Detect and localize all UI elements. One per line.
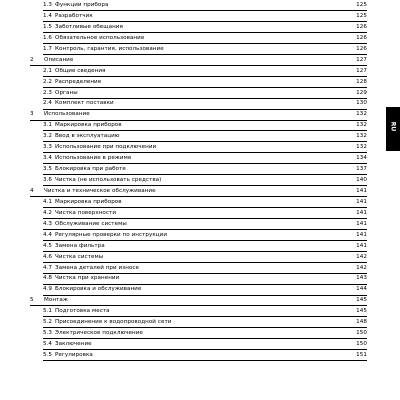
toc-entry-title: Маркировка приборов bbox=[55, 198, 122, 205]
toc-entry-title: Блокировка и обслуживание bbox=[55, 286, 142, 293]
toc-entry-number: 4.5 bbox=[43, 242, 53, 249]
toc-section-row bbox=[30, 0, 367, 11]
toc-entry-number: 2 bbox=[30, 56, 34, 63]
toc-entry-page: 150 bbox=[356, 330, 367, 337]
toc-entry-number: 4.3 bbox=[43, 220, 53, 227]
toc-entry-title: Заключение bbox=[55, 341, 92, 348]
toc-entry-number: 4.2 bbox=[43, 209, 53, 216]
toc-entry-title: Использование при подключении bbox=[55, 144, 157, 151]
toc-entry-page: 130 bbox=[356, 100, 367, 107]
toc-entry-title: Регулярные проверки по инструкции bbox=[55, 231, 168, 238]
toc-entry-page: 134 bbox=[356, 155, 367, 162]
toc-entry-number: 2.1 bbox=[43, 67, 53, 74]
toc-entry-title: Распределение bbox=[55, 78, 102, 85]
toc-section-row bbox=[30, 328, 367, 339]
toc-entry-number: 5.2 bbox=[43, 319, 53, 326]
toc-section-row bbox=[30, 350, 367, 361]
toc-entry-title: Подготовка места bbox=[55, 308, 110, 315]
toc-entry-title: Блокировка при работе bbox=[55, 166, 126, 173]
toc-entry-number: 4.6 bbox=[43, 253, 53, 260]
toc-entry-page: 141 bbox=[356, 187, 367, 194]
toc-section-row bbox=[30, 175, 367, 186]
toc-entry-page: 142 bbox=[356, 264, 367, 271]
toc-section-row bbox=[30, 241, 367, 252]
toc-entry-page: 125 bbox=[356, 2, 367, 8]
toc-entry-title: Использование bbox=[44, 111, 90, 118]
toc-entry-number: 5 bbox=[30, 297, 34, 304]
toc-entry-number: 5.4 bbox=[43, 341, 53, 348]
toc-entry-number: 3.4 bbox=[43, 155, 53, 162]
toc-entry-title: Замена фильтра bbox=[55, 242, 105, 249]
toc-entry-number: 1.7 bbox=[43, 45, 53, 52]
toc-entry-title: Общие сведения bbox=[55, 67, 106, 74]
toc-entry-number: 5.5 bbox=[43, 352, 53, 358]
toc-entry-number: 4.9 bbox=[43, 286, 53, 293]
toc-entry-number: 4.8 bbox=[43, 275, 53, 282]
toc-section-row bbox=[30, 142, 367, 153]
toc-section-row bbox=[30, 284, 367, 295]
toc-entry-title: Электрическое подключение bbox=[55, 330, 143, 337]
toc-entry-number: 1.3 bbox=[43, 2, 53, 8]
toc-entry-number: 3.5 bbox=[43, 166, 53, 173]
toc-entry-page: 137 bbox=[356, 166, 367, 173]
toc-entry-number: 4.4 bbox=[43, 231, 53, 238]
toc-section-row bbox=[30, 98, 367, 109]
toc-section-row bbox=[30, 273, 367, 284]
toc-entry-number: 4.1 bbox=[43, 198, 53, 205]
toc-entry-title: Маркировка приборов bbox=[55, 122, 122, 129]
toc-entry-page: 151 bbox=[356, 352, 367, 358]
toc-section-row bbox=[30, 11, 367, 22]
toc-entry-number: 4 bbox=[30, 187, 34, 194]
toc-entry-page: 132 bbox=[356, 111, 367, 118]
toc-entry-page: 132 bbox=[356, 133, 367, 140]
toc-entry-page: 141 bbox=[356, 231, 367, 238]
toc-entry-number: 5.3 bbox=[43, 330, 53, 337]
toc-section-row bbox=[30, 44, 367, 55]
toc-entry-number: 1.4 bbox=[43, 12, 53, 19]
toc-entry-number: 2.2 bbox=[43, 78, 53, 85]
toc-entry-page: 141 bbox=[356, 209, 367, 216]
toc-entry-page: 129 bbox=[356, 89, 367, 96]
toc-section-row bbox=[30, 131, 367, 142]
toc-entry-title: Регулировка bbox=[55, 352, 93, 358]
toc-rule bbox=[43, 360, 367, 361]
toc-entry-title: Ввод в эксплуатацию bbox=[55, 133, 120, 140]
toc-section-row bbox=[30, 22, 367, 33]
toc-entry-page: 142 bbox=[356, 253, 367, 260]
toc-entry-page: 132 bbox=[356, 144, 367, 151]
toc-entry-page: 144 bbox=[356, 286, 367, 293]
toc-entry-page: 126 bbox=[356, 34, 367, 41]
toc-entry-title: Монтаж bbox=[44, 297, 68, 304]
toc-entry-title: Функции прибора bbox=[55, 2, 109, 8]
toc-entry-title: Замена деталей при износе bbox=[55, 264, 140, 271]
toc-entry-title: Обслуживание системы bbox=[55, 220, 127, 227]
toc-entry-page: 126 bbox=[356, 23, 367, 30]
toc-entry-number: 3 bbox=[30, 111, 34, 118]
toc-section-row bbox=[30, 77, 367, 88]
toc-section-row bbox=[30, 263, 367, 274]
toc-section-row bbox=[30, 88, 367, 99]
toc-section-row bbox=[30, 230, 367, 241]
toc-entry-number: 4.7 bbox=[43, 264, 53, 271]
toc-entry-page: 132 bbox=[356, 122, 367, 129]
toc-section-row bbox=[30, 208, 367, 219]
toc-entry-title: Чистка системы bbox=[55, 253, 104, 260]
toc-entry-page: 143 bbox=[356, 275, 367, 282]
toc-section-row bbox=[30, 252, 367, 263]
toc-entry-page: 127 bbox=[356, 56, 367, 63]
toc-section-row bbox=[30, 164, 367, 175]
toc-entry-number: 2.4 bbox=[43, 100, 53, 107]
toc-chapter-row bbox=[30, 186, 367, 197]
toc-entry-page: 126 bbox=[356, 45, 367, 52]
toc-section-row bbox=[30, 66, 367, 77]
toc-entry-title: Чистка при хранении bbox=[55, 275, 120, 282]
toc-entry-title: Чистка поверхности bbox=[55, 209, 117, 216]
toc-entry-number: 5.1 bbox=[43, 308, 53, 315]
table-of-contents bbox=[30, 0, 367, 361]
toc-entry-number: 3.3 bbox=[43, 144, 53, 151]
toc-section-row bbox=[30, 197, 367, 208]
toc-entry-title: Использование в режиме bbox=[55, 155, 132, 162]
toc-entry-page: 145 bbox=[356, 297, 367, 304]
toc-entry-title: Обязательное использование bbox=[55, 34, 145, 41]
toc-entry-page: 148 bbox=[356, 319, 367, 326]
toc-entry-number: 1.5 bbox=[43, 23, 53, 30]
toc-entry-page: 125 bbox=[356, 12, 367, 19]
toc-entry-title: Контроль, гарантия, использование bbox=[55, 45, 164, 52]
toc-entry-page: 140 bbox=[356, 177, 367, 183]
toc-section-row bbox=[30, 317, 367, 328]
language-tab bbox=[386, 107, 400, 151]
toc-entry-title: Заботливые обещания bbox=[55, 23, 123, 30]
toc-entry-number: 2.3 bbox=[43, 89, 53, 96]
toc-section-row bbox=[30, 306, 367, 317]
toc-section-row bbox=[30, 219, 367, 230]
toc-entry-number: 3.1 bbox=[43, 122, 53, 129]
toc-chapter-row bbox=[30, 109, 367, 120]
toc-entry-title: Комплект поставки bbox=[55, 100, 114, 107]
toc-section-row bbox=[30, 120, 367, 131]
toc-entry-page: 128 bbox=[356, 78, 367, 85]
toc-entry-page: 141 bbox=[356, 198, 367, 205]
toc-entry-number: 3.6 bbox=[43, 177, 53, 183]
toc-entry-page: 145 bbox=[356, 308, 367, 315]
toc-entry-page: 150 bbox=[356, 341, 367, 348]
toc-entry-page: 141 bbox=[356, 242, 367, 249]
toc-entry-title: Органы bbox=[55, 89, 78, 96]
language-tab-label: RU bbox=[389, 121, 397, 132]
toc-entry-page: 141 bbox=[356, 220, 367, 227]
toc-chapter-row bbox=[30, 55, 367, 66]
toc-entry-title: Разработчик bbox=[55, 12, 93, 19]
toc-entry-page: 127 bbox=[356, 67, 367, 74]
toc-section-row bbox=[30, 153, 367, 164]
toc-entry-title: Чистка (не использовать средства) bbox=[55, 177, 162, 183]
toc-entry-title: Присоединение к водопроводной сети bbox=[55, 319, 172, 326]
toc-section-row bbox=[30, 339, 367, 350]
toc-entry-title: Описание bbox=[44, 56, 74, 63]
toc-entry-number: 3.2 bbox=[43, 133, 53, 140]
toc-entry-title: Чистка и техническое обслуживание bbox=[44, 187, 156, 194]
toc-entry-number: 1.6 bbox=[43, 34, 53, 41]
toc-chapter-row bbox=[30, 295, 367, 306]
toc-section-row bbox=[30, 33, 367, 44]
